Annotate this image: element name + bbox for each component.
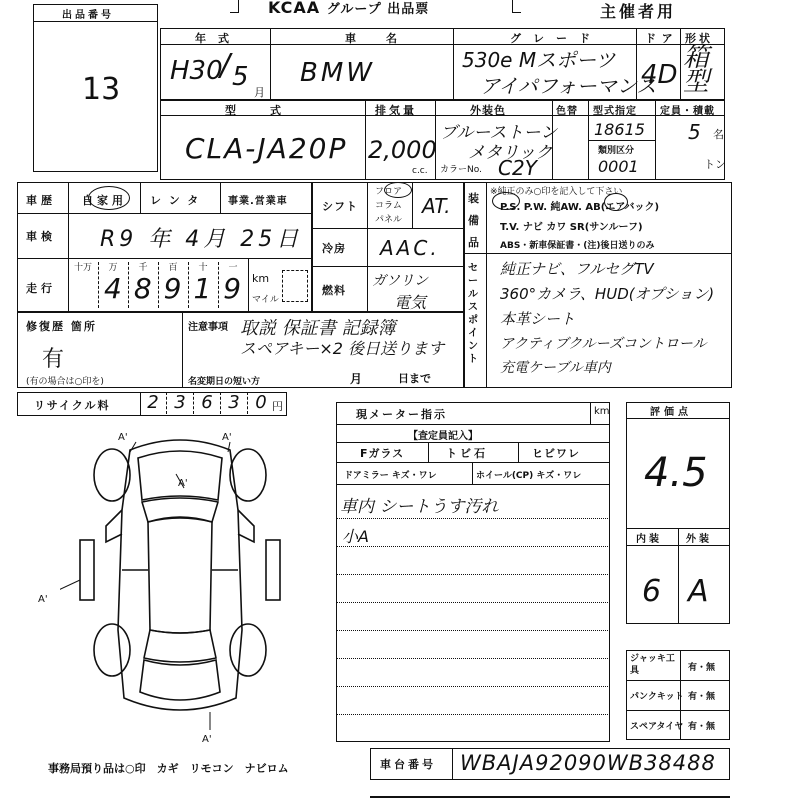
model-designation-label: 型式指定: [593, 106, 637, 117]
org-name: KCAA: [268, 0, 321, 17]
sub-div: [472, 462, 473, 484]
chassis-value: WBAJA92090WB38488: [460, 751, 716, 775]
sub-wheel: ホイール(CP) キズ・ワレ: [476, 471, 582, 481]
drivetrain-line-1: [312, 228, 464, 229]
diagram-mark-3: A': [178, 478, 188, 489]
notes-line2: スペアキー×2 後日送ります: [240, 339, 445, 358]
ac-label: 冷房: [322, 242, 346, 255]
displacement-label: 排気量: [375, 104, 417, 117]
meter-unit-div: [590, 402, 591, 424]
drivetrain-div: [367, 182, 368, 312]
footer-text: 事務局預り品は○印 カギ リモコン ナビロム: [48, 762, 289, 775]
equipment-div: [486, 182, 487, 388]
repair-value: 有: [42, 347, 65, 372]
private-circle: [88, 186, 130, 210]
shift-column: コラム: [375, 201, 402, 211]
tabs-top: [336, 442, 610, 443]
color-no-value: C2Y: [498, 156, 537, 180]
shift-value: AT.: [422, 194, 451, 218]
repair-note: (有の場合は○印を): [26, 377, 104, 387]
sales-4: アクティブクルーズコントロール: [500, 336, 707, 352]
fuel-label: 燃料: [322, 284, 346, 297]
tool-val-2: 有・無: [688, 692, 716, 702]
load-unit: トン: [704, 158, 726, 171]
equipment-row2: T.V. ナビ カワ SR(サンルーフ): [500, 222, 643, 233]
tool-name-3: スペアタイヤ: [630, 722, 684, 732]
floor-circle: [384, 182, 412, 198]
doors-value: 4D: [641, 60, 678, 90]
note-line-8: [336, 714, 610, 715]
chassis-label: 車台番号: [380, 758, 436, 771]
color-line1: ブルーストーン: [440, 123, 558, 143]
row2-div-a: [365, 100, 366, 180]
recycle-digit-5: 0: [255, 392, 267, 413]
score-label: 評価点: [650, 407, 692, 418]
note-line-1: [336, 518, 610, 519]
sub-bottom: [336, 484, 610, 485]
displacement-value: 2,000: [368, 136, 437, 164]
row1-div-a: [270, 28, 271, 100]
note-line-5: [336, 630, 610, 631]
category-label: 類別区分: [598, 146, 635, 156]
windshield: [142, 498, 218, 522]
mileage-label: 走行: [26, 282, 56, 295]
equipment-sep: [464, 253, 732, 254]
shift-floor: フロア: [375, 187, 403, 197]
color-no-label: カラーNo.: [440, 165, 482, 175]
row1-header-line: [160, 44, 725, 45]
make-value: BMW: [300, 58, 375, 88]
sub-mirror: ドアミラー キズ・ワレ: [344, 471, 437, 481]
history-line-2: [17, 258, 312, 259]
history-label: 車歴: [26, 194, 56, 207]
recycle-digit-4: 3: [221, 392, 248, 414]
note-line-7: [336, 686, 610, 687]
recycle-digit-1: 2: [140, 392, 167, 414]
tools-line-1: [626, 680, 730, 681]
mirror-right: [238, 510, 254, 542]
sales-5: 充電ケーブル車内: [500, 360, 611, 376]
transfer-month: 月: [350, 372, 363, 386]
note-text-2: 小A: [342, 527, 369, 546]
unit-100: 百: [168, 263, 178, 273]
history-line-1: [17, 213, 312, 214]
tool-name-1: ジャッキ工具: [630, 654, 675, 676]
history-div-b: [220, 182, 221, 213]
row1-div-b: [453, 28, 454, 100]
history-div-a: [140, 182, 141, 213]
diagram-mark-1: A': [118, 432, 128, 443]
score-value: 4.5: [644, 450, 708, 496]
recycle-digits: [140, 392, 274, 414]
capacity-label: 定員・積載: [660, 106, 715, 117]
leader-1: [130, 442, 136, 452]
bottom-rule: [370, 796, 730, 798]
ac-value: AAC.: [380, 236, 440, 260]
note-line-6: [336, 658, 610, 659]
tool-val-3: 有・無: [688, 722, 716, 732]
note-line-4: [336, 602, 610, 603]
wheel-rear-right: [230, 624, 266, 676]
color-line2: メタリック: [468, 143, 553, 163]
diagram-mark-5: A': [202, 734, 212, 745]
category-value: 0001: [598, 157, 639, 176]
history-private: 自家用: [82, 194, 127, 207]
drivetrain-line-2: [312, 266, 464, 267]
rear-window: [144, 630, 216, 662]
header-role: 主催者用: [600, 2, 677, 21]
capacity-unit: 名: [713, 128, 724, 141]
leader-5: [60, 580, 80, 594]
repair-label: 修復歴 箇所: [26, 320, 97, 333]
model-label: 型式: [225, 104, 315, 117]
doors-label: ドア: [645, 32, 679, 45]
mileage-div-1: [98, 262, 99, 308]
score-line: [626, 418, 730, 419]
recycle-label: リサイクル料: [34, 399, 111, 412]
displacement-unit: c.c.: [412, 166, 428, 176]
month-unit: 月: [254, 86, 265, 99]
hood: [138, 451, 222, 500]
year-value: H30: [170, 56, 223, 86]
grade-line2: アイパフォーマンス: [480, 74, 657, 98]
mile-checkbox: [282, 270, 308, 302]
equipment-label: 装備品: [468, 192, 479, 249]
transfer-label: 名変期日の短い方: [188, 377, 261, 387]
year-label: 年式: [195, 32, 241, 45]
tabs-bottom: [336, 462, 610, 463]
interior-value: 6: [642, 574, 662, 609]
tool-name-2: パンクキット: [630, 692, 684, 702]
capacity-value: 5: [688, 120, 701, 144]
tab-div-1: [428, 442, 429, 462]
wheel-rear-left: [94, 624, 130, 676]
history-rental: レンタ: [150, 194, 207, 207]
fuel-line2: 電気: [394, 293, 427, 312]
exterior-value: A: [688, 574, 709, 609]
tab-div-2: [518, 442, 519, 462]
header-org: [268, 0, 429, 17]
recycle-digit-3: 6: [194, 392, 221, 414]
shape-value: 箱型: [683, 43, 710, 97]
recycle-unit: 円: [272, 400, 283, 413]
repair-div: [182, 312, 183, 388]
grade-line1: 530e Mスポーツ: [462, 48, 616, 72]
interior-label: 内装: [636, 534, 662, 545]
sales-label: セールスポイント: [468, 263, 478, 365]
header-bracket-left: [230, 0, 239, 13]
lot-number: 13: [82, 72, 121, 107]
mileage-km: km: [252, 272, 270, 285]
recycle-digit-2: 3: [167, 392, 194, 414]
tab-chip: トビ石: [446, 447, 488, 460]
model-value: CLA-JA20P: [185, 132, 348, 165]
score-sub-div: [678, 528, 679, 624]
equipment-note: ※純正のみ○印を記入して下さい: [490, 187, 623, 197]
grade-label: グレード: [510, 32, 602, 45]
row1-div-d: [680, 28, 681, 100]
inspection-value: R9 年 4月 25日: [100, 227, 303, 252]
meter-unit: km: [594, 406, 610, 417]
inspection-header: 【査定員記入】: [408, 431, 478, 442]
lot-label: 出品番号: [62, 10, 114, 21]
diagram-mark-2: A': [222, 432, 232, 443]
make-label: 車名: [345, 32, 427, 45]
lot-divider: [33, 21, 158, 22]
unit-100k: 十万: [73, 263, 92, 273]
equipment-circle-1: [492, 192, 520, 210]
shift-label: シフト: [322, 200, 358, 213]
note-text-1: 車内 シートうす汚れ: [340, 497, 499, 517]
side-left: [80, 540, 94, 600]
shape-label: 形状: [685, 32, 713, 45]
transfer-day: 日まで: [398, 372, 431, 385]
meter-line: [336, 424, 610, 425]
unit-1: 一: [228, 263, 238, 273]
inspection-label: 車検: [26, 230, 56, 243]
mileage-value: 48919: [104, 272, 254, 305]
tab-fglass: Fガラス: [360, 447, 405, 460]
note-line-2: [336, 546, 610, 547]
trunk: [140, 660, 220, 700]
sales-3: 本革シート: [500, 310, 576, 328]
notes-label: 注意事項: [188, 322, 228, 333]
color-label: 外装色: [470, 104, 506, 117]
equipment-row1: P.S. P.W. 純AW. AB(エアバック): [500, 202, 660, 213]
header-bracket-right: [512, 0, 521, 13]
shift-panel: パネル: [375, 215, 403, 225]
year-slash: /: [220, 48, 231, 83]
unit-1k: 千: [138, 263, 148, 273]
sales-1: 純正ナビ、フルセグTV: [500, 260, 654, 278]
mileage-mile: マイル: [252, 295, 279, 305]
fuel-line1: ガソリン: [372, 273, 428, 289]
tab-crack: ヒビワレ: [532, 447, 580, 460]
tool-val-1: 有・無: [688, 663, 716, 673]
row2-mid-line: [588, 140, 655, 141]
meter-label: 現メーター指示: [356, 408, 447, 421]
row2-div-e: [655, 100, 656, 180]
model-designation-value: 18615: [594, 120, 645, 139]
diagram-mark-4: A': [38, 594, 48, 605]
history-div-label: [68, 182, 69, 312]
equipment-row3: ABS・新車保証書・(注)後日送りのみ: [500, 241, 655, 251]
equipment-circle-2: [604, 193, 628, 211]
unit-10: 十: [198, 263, 208, 273]
roof: [148, 517, 212, 633]
color-change-label: 色替: [556, 106, 578, 117]
tools-line-2: [626, 710, 730, 711]
note-line-3: [336, 574, 610, 575]
month-value: 5: [232, 62, 249, 92]
history-commercial: 事業.営業車: [228, 196, 288, 207]
unit-10k: 万: [108, 263, 118, 273]
shift-div: [412, 182, 413, 228]
mirror-left: [106, 510, 122, 542]
exterior-label: 外装: [686, 534, 712, 545]
side-right: [266, 540, 280, 600]
org-suffix: グループ 出品票: [326, 2, 430, 17]
chassis-div: [452, 748, 453, 780]
notes-line1: 取説 保証書 記録簿: [240, 318, 396, 339]
sales-2: 360°カメラ、HUD(オプション): [500, 285, 715, 303]
